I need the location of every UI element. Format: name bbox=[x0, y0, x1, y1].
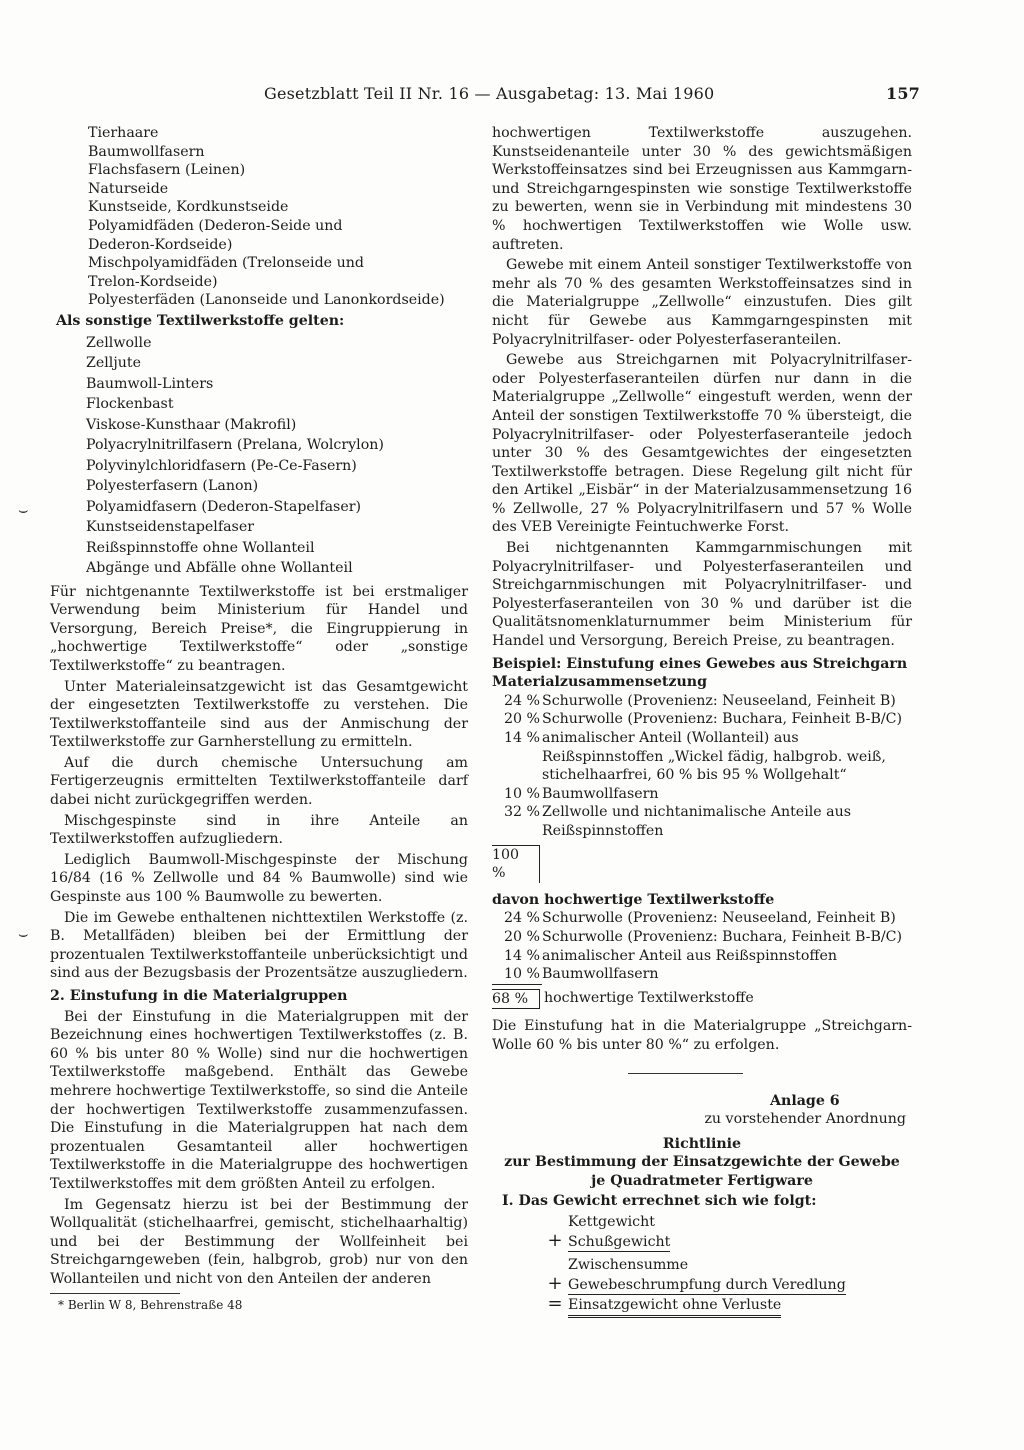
sonstige-heading: Als sonstige Textilwerkstoffe gelten: bbox=[56, 312, 345, 329]
paragraph: Die im Gewebe enthaltenen nichttextilen Werkstoffe (z. B. Metallfäden) bleiben bei der Ermittlung der prozentualen Textilwerkstoffanteile unberücksichtigt und sind aus der Bezugsbasis der Prozentsätze auszugliedern. bbox=[50, 909, 468, 982]
section-heading: I. Das Gewicht errechnet sich wie folgt: bbox=[502, 1193, 817, 1210]
material-heading: Materialzusammensetzung bbox=[492, 674, 708, 691]
text-cell: Zellwolle und nichtanimalische Anteile aus Reißspinnstoffen bbox=[542, 804, 852, 839]
formula-result: Einsatzgewicht ohne Verluste bbox=[568, 1296, 781, 1318]
list-item: Naturseide bbox=[88, 180, 169, 197]
percent-cell: 20 % bbox=[503, 928, 540, 945]
list-item: Polyamidfäden (Dederon-Seide und Dederon-Kordseide) bbox=[88, 217, 343, 253]
list-item: Kunstseide, Kordkunstseide bbox=[88, 199, 289, 216]
text-cell: animalischer Anteil aus Reißspinnstoffen bbox=[542, 947, 838, 964]
list-item: Polyesterfäden (Lanonseide und Lanonkordseide) bbox=[88, 292, 445, 309]
formula-row bbox=[542, 1295, 912, 1318]
percent-cell: 14 % bbox=[503, 947, 540, 964]
formula-term: Schußgewicht bbox=[568, 1233, 670, 1253]
list-item: Zelljute bbox=[86, 355, 141, 372]
list-item: Polyacrylnitrilfasern (Prelana, Wolcrylon) bbox=[86, 437, 384, 454]
percent-cell: 24 % bbox=[503, 692, 540, 709]
paragraph: Mischgespinste sind in ihre Anteile an Textilwerkstoffen aufzugliedern. bbox=[50, 812, 468, 848]
list-item: Baumwoll-Linters bbox=[86, 375, 214, 392]
right-column bbox=[492, 124, 912, 1318]
list-item: Reißspinnstoffe ohne Wollanteil bbox=[86, 539, 315, 556]
header-title: Gesetzblatt Teil II Nr. 16 — Ausgabetag: 13. Mai 1960 bbox=[264, 84, 715, 103]
formula-row bbox=[542, 1213, 912, 1232]
paragraph: Auf die durch chemische Untersuchung am Fertigerzeugnis ermittelten Textilwerkstoffanteile darf dabei nicht zurückgegriffen werden. bbox=[50, 754, 468, 809]
paragraph: Gewebe mit einem Anteil sonstiger Textilwerkstoffe von mehr als 70 % des gesamten Werkstoffeinsatzes sind in die Materialgruppe „Zellwolle“ einzustufen. Dies gilt nicht für Gewebe aus Kammgarngespinsten mit Polyacrylnitrilfaser- oder Polyesterfaseranteilen. bbox=[492, 257, 912, 348]
list-item: Polyamidfasern (Dederon-Stapelfaser) bbox=[86, 498, 362, 515]
weight-formula bbox=[542, 1213, 912, 1318]
material-table bbox=[492, 692, 912, 883]
table-row bbox=[492, 729, 912, 785]
davon-table bbox=[492, 909, 912, 1009]
percent-cell: 32 % bbox=[503, 804, 540, 821]
formula-term: Kettgewicht bbox=[568, 1214, 655, 1231]
hochwertige-list bbox=[88, 124, 468, 310]
richtlinie-subtitle: je Quadratmeter Fertigware bbox=[591, 1172, 813, 1189]
footnote-divider bbox=[50, 1293, 180, 1294]
list-item: Mischpolyamidfäden (Trelonseide und Trelon-Kordseide) bbox=[88, 255, 364, 290]
plus-operator: + bbox=[547, 1229, 563, 1251]
text-cell: Schurwolle (Provenienz: Buchara, Feinheit B-B/C) bbox=[542, 928, 903, 945]
percent-cell: 10 % bbox=[503, 785, 540, 802]
richtlinie-title: Richtlinie bbox=[662, 1135, 742, 1152]
list-item: Zellwolle bbox=[86, 334, 152, 351]
list-item: Kunstseidenstapelfaser bbox=[86, 519, 254, 536]
plus-operator: + bbox=[547, 1272, 563, 1294]
page-number: 157 bbox=[886, 84, 920, 103]
total-percent: 100 % bbox=[492, 845, 540, 883]
total-label: hochwertige Textilwerkstoffe bbox=[544, 989, 754, 1006]
paragraph: hochwertigen Textilwerkstoffe auszugehen. Kunstseidenanteile unter 30 % des gewichtsmäßigen Werkstoffeinsatzes sind bei Erzeugnissen aus Kammgarn- und Streichgarngespinsten wie sonstige Textilwerkstoffe zu bewerten, wenn sie in Verbindung mit mindestens 30 % hochwertigen Textilwerkstoffen wie Wolle usw. auftreten. bbox=[492, 125, 912, 253]
formula-row bbox=[542, 1229, 912, 1253]
total-percent: 68 % bbox=[492, 989, 540, 1010]
footnote: * Berlin W 8, Behrenstraße 48 bbox=[58, 1297, 243, 1312]
left-column bbox=[50, 124, 468, 1314]
formula-row bbox=[542, 1256, 912, 1275]
list-item: Flachsfasern (Leinen) bbox=[88, 162, 246, 179]
percent-cell: 24 % bbox=[503, 910, 540, 927]
total-row bbox=[492, 845, 912, 883]
table-row bbox=[492, 710, 912, 729]
table-row bbox=[492, 785, 912, 804]
table-row bbox=[492, 928, 912, 947]
list-item: Polyvinylchloridfasern (Pe-Ce-Fasern) bbox=[86, 457, 357, 474]
list-item: Viskose-Kunsthaar (Makrofil) bbox=[86, 416, 297, 433]
percent-cell: 20 % bbox=[503, 711, 540, 728]
equals-operator: = bbox=[547, 1293, 563, 1315]
davon-heading: davon hochwertige Textilwerkstoffe bbox=[492, 891, 775, 908]
section-divider bbox=[628, 1073, 743, 1074]
formula-row bbox=[542, 1272, 912, 1296]
list-item: Baumwollfasern bbox=[88, 143, 205, 160]
paragraph: Für nichtgenannte Textilwerkstoffe ist bei erstmaliger Verwendung beim Ministerium für Handel und Versorgung, Bereich Preise*, die Eingruppierung in „hochwertige Textilwerkstoffe“ oder „sonstige Textilwerkstoffe“ zu beantragen. bbox=[50, 583, 468, 674]
formula-term: Zwischensumme bbox=[568, 1257, 689, 1274]
anlage-subtitle: zu vorstehender Anordnung bbox=[704, 1111, 906, 1128]
total-row bbox=[492, 989, 912, 1010]
text-cell: Schurwolle (Provenienz: Neuseeland, Feinheit B) bbox=[542, 692, 896, 709]
percent-cell: 14 % bbox=[503, 730, 540, 746]
text-cell: Baumwollfasern bbox=[542, 785, 659, 802]
paragraph: Gewebe aus Streichgarnen mit Polyacrylnitrilfaser- oder Polyesterfaseranteilen dürfen nur dann in die Materialgruppe „Zellwolle“ eingestuft werden, wenn der Anteil der sonstigen Textilwerkstoffe 70 % übersteigt, die Polyacrylnitrilfaser- oder Polyesterfaseranteile jedoch unter 30 % des Gesamtgewichtes der eingesetzten Textilwerkstoffe betragen. Diese Regelung gilt nicht für den Artikel „Eisbär“ in der Materialzusammensetzung 16 % Zellwolle, 27 % Polyacrylnitrilfasern und 57 % Wolle des VEB Vereinigte Feintuchwerke Forst. bbox=[492, 352, 912, 536]
table-row bbox=[492, 965, 912, 985]
sonstige-list bbox=[86, 333, 468, 579]
text-cell: Baumwollfasern bbox=[542, 966, 659, 983]
anlage-title: Anlage 6 bbox=[770, 1092, 840, 1109]
text-cell: Schurwolle (Provenienz: Neuseeland, Feinheit B) bbox=[542, 910, 896, 927]
percent-cell: 10 % bbox=[492, 965, 542, 985]
list-item: Abgänge und Abfälle ohne Wollanteil bbox=[86, 560, 353, 577]
margin-mark: ⌣ bbox=[18, 500, 29, 519]
list-item: Flockenbast bbox=[86, 396, 174, 413]
paragraph: Bei der Einstufung in die Materialgruppen mit der Bezeichnung eines hochwertigen Textilwerkstoffes (z. B. 60 % bis unter 80 % Wolle) sind nur die hochwertigen Textilwerkstoffe maßgebend. Enthält das Gewebe mehrere hochwertige Textilwerkstoffe, so sind die Anteile der hochwertigen Textilwerkstoffe zusammenzufassen. Die Einstufung in die Materialgruppen hat nach dem prozentualen Gesamtanteil aller hochwertigen Textilwerkstoffe in die Materialgruppe des hochwertigen Textilwerkstoffes mit dem größten Anteil zu erfolgen. bbox=[50, 1008, 468, 1192]
text-cell: Schurwolle (Provenienz: Buchara, Feinheit B-B/C) bbox=[542, 711, 903, 728]
paragraph: Bei nichtgenannten Kammgarnmischungen mit Polyacrylnitrilfaser- und Polyesterfaseranteilen und Streichgarnmischungen mit Polyacrylnitrilfaser- und Polyesterfaseranteilen von 30 % und darüber ist die Qualitätsnomenklaturnummer beim Ministerium für Handel und Versorgung, Bereich Preise, zu beantragen. bbox=[492, 540, 912, 650]
paragraph: Lediglich Baumwoll-Mischgespinste der Mischung 16/84 (16 % Zellwolle und 84 % Baumwolle) sind wie Gespinste aus 100 % Baumwolle zu bewerten. bbox=[50, 851, 468, 906]
text-cell: animalischer Anteil (Wollanteil) aus Reißspinnstoffen „Wickel fädig, halbgrob. weiß, stichelhaarfrei, 60 % bis 95 % Wollgehalt“ bbox=[542, 730, 886, 784]
list-item: Polyesterfasern (Lanon) bbox=[86, 478, 259, 495]
richtlinie-subtitle: zur Bestimmung der Einsatzgewichte der Gewebe bbox=[504, 1154, 900, 1171]
conclusion: Die Einstufung hat in die Materialgruppe „Streichgarn-Wolle 60 % bis unter 80 %“ zu erfolgen. bbox=[492, 1018, 912, 1053]
beispiel-heading: Beispiel: Einstufung eines Gewebes aus Streichgarn bbox=[492, 655, 908, 672]
section-heading: 2. Einstufung in die Materialgruppen bbox=[50, 988, 348, 1004]
margin-mark: ⌣ bbox=[18, 924, 29, 943]
table-row bbox=[492, 803, 912, 840]
table-row bbox=[492, 692, 912, 711]
table-row bbox=[492, 909, 912, 928]
formula-term: Gewebeschrumpfung durch Veredlung bbox=[568, 1276, 846, 1296]
paragraph: Unter Materialeinsatzgewicht ist das Gesamtgewicht der eingesetzten Textilwerkstoffe zu verstehen. Die Textilwerkstoffanteile sind aus der Anmischung der Textilwerkstoffe zur Garnherstellung zu ermitteln. bbox=[50, 678, 468, 751]
paragraph: Im Gegensatz hierzu ist bei der Bestimmung der Wollqualität (stichelhaarfrei, gemischt, stichelhaarhaltig) und bei der Bestimmung der Wollfeinheit bei Streichgarngeweben (fein, halbgrob, grob) nur von den Wollanteilen und nicht von den Anteilen der anderen bbox=[50, 1196, 468, 1287]
page-header bbox=[264, 84, 920, 103]
list-item: Tierhaare bbox=[88, 125, 159, 141]
table-row bbox=[492, 947, 912, 966]
